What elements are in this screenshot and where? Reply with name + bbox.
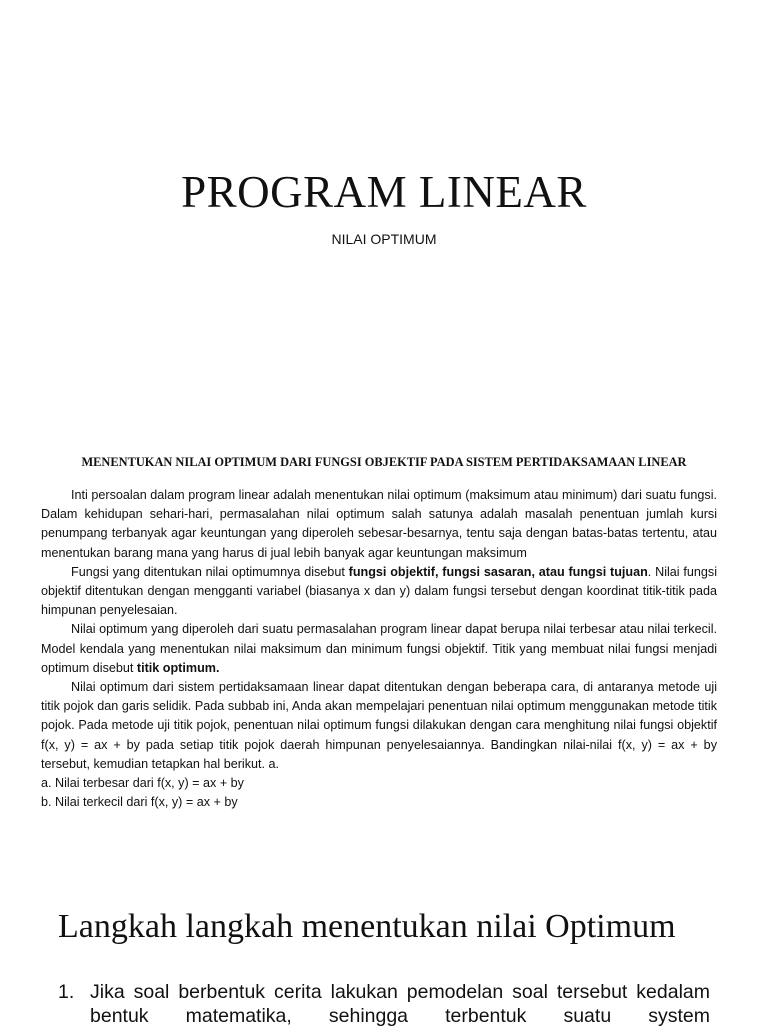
paragraph-objective-function-end: . Nilai fungsi objektif ditentukan dengan mengganti variabel (biasanya x dan y) dalam fungsi tersebut dengan koordinat titik-titik pada himpunan penyelesaian. (41, 564, 717, 618)
paragraph-corner-method: Nilai optimum dari sistem pertidaksamaan linear dapat ditentukan dengan beberapa cara, di antaranya metode uji titik pojok dan garis selidik. Pada subbab ini, Anda akan mempelajari penentuan nilai optimum menggunakan metode titik pojok. Pada metode uji titik pojok, penentuan nilai optimum fungsi dilakukan dengan cara menghitung nilai fungsi objektif f(x, y) = ax + by pada setiap titik pojok daerah himpunan penyelesaiannya. Bandingkan nilai-nilai f(x, y) = ax + by tersebut, kemudian tetapkan hal berikut. a. (41, 680, 717, 771)
step-number: 1. (58, 981, 75, 1003)
steps-list (58, 980, 710, 1028)
step-item (58, 980, 710, 1028)
page-subtitle: NILAI OPTIMUM (331, 231, 437, 247)
list-item-max: a. Nilai terbesar dari f(x, y) = ax + by (41, 776, 244, 791)
objective-function-terms: fungsi objektif, fungsi sasaran, atau fungsi tujuan (348, 564, 648, 579)
paragraph-optimum-point (41, 620, 717, 678)
paragraph-optimum-point-text: Nilai optimum yang diperoleh dari suatu permasalahan program linear dapat berupa nilai terbesar atau nilai terkecil. Model kendala yang menentukan nilai maksimum dan minimum fungsi objektif. Titik yang membuat nilai fungsi menjadi optimum disebut (41, 622, 717, 675)
step-text: Jika soal berbentuk cerita lakukan pemodelan soal tersebut kedalam bentuk matematika, sehingga terbentuk suatu system (90, 981, 710, 1027)
paragraph-intro: Inti persoalan dalam program linear adalah menentukan nilai optimum (maksimum atau minimum) dari suatu fungsi. Dalam kehidupan sehari-hari, permasalahan nilai optimum salah satunya adalah masalah penentuan jumlah kursi penumpang terbanyak agar keuntungan yang diperoleh sebesar-besarnya, tentu saja dengan batas-batas tertentu, atau menentukan barang mana yang harus di jual lebih banyak agar keuntungan maksimum (41, 488, 717, 560)
steps-heading: Langkah langkah menentukan nilai Optimum (58, 908, 676, 945)
page-title: PROGRAM LINEAR (181, 167, 587, 217)
body-text (41, 486, 717, 812)
paragraph-objective-function-start: Fungsi yang ditentukan nilai optimumnya disebut (71, 564, 349, 579)
section-heading: MENENTUKAN NILAI OPTIMUM DARI FUNGSI OBJEKTIF PADA SISTEM PERTIDAKSAMAAN LINEAR (81, 455, 687, 469)
paragraph-objective-function (41, 563, 717, 621)
optimum-point-term: titik optimum. (136, 660, 220, 675)
list-item-min: b. Nilai terkecil dari f(x, y) = ax + by (41, 795, 238, 810)
